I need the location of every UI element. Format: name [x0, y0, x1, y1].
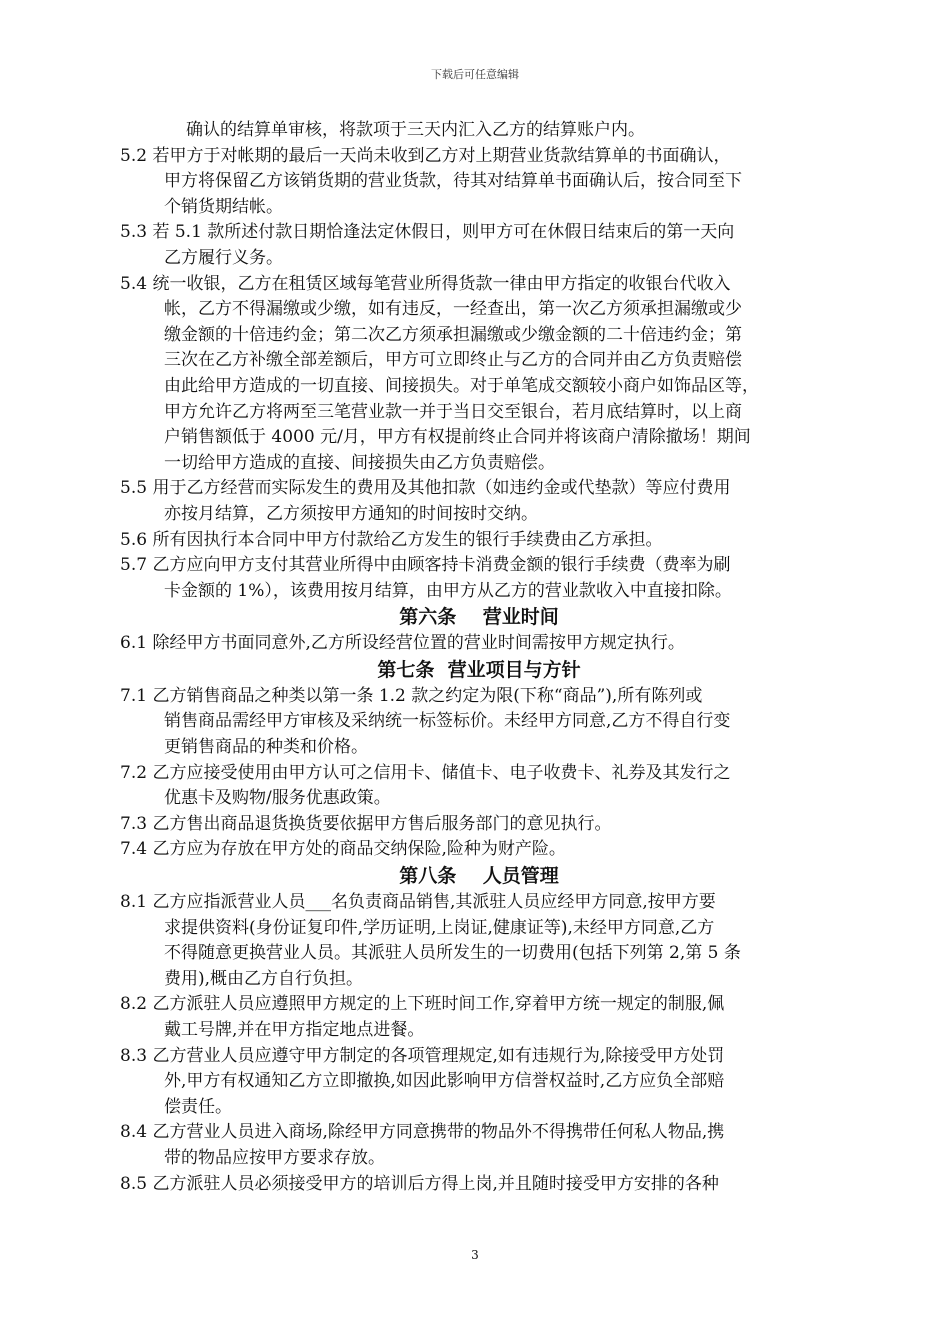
clause-line: 5.7 乙方应向甲方支付其营业所得中由顾客持卡消费金额的银行手续费（费率为刷	[120, 555, 731, 576]
clause-continuation-line: 带的物品应按甲方要求存放。	[164, 1147, 385, 1168]
clause-continuation-line: 亦按月结算，乙方须按甲方通知的时间按时交纳。	[164, 503, 538, 524]
clause-line: 8.5 乙方派驻人员必须接受甲方的培训后方得上岗,并且随时接受甲方安排的各种	[120, 1173, 719, 1194]
clause-line: 8.2 乙方派驻人员应遵照甲方规定的上下班时间工作,穿着甲方统一规定的制服,佩	[120, 994, 725, 1015]
clause-continuation-line: 帐，乙方不得漏缴或少缴，如有违反，一经查出，第一次乙方须承担漏缴或少	[164, 299, 742, 320]
clause-line: 5.3 若 5.1 款所述付款日期恰逢法定休假日，则甲方可在休假日结束后的第一天向	[120, 222, 735, 243]
page-number: 3	[471, 1248, 479, 1262]
clause-continuation-line: 偿责任。	[164, 1096, 232, 1117]
clause-continuation-line: 卡金额的 1%），该费用按月结算，由甲方从乙方的营业款收入中直接扣除。	[164, 580, 732, 601]
clause-continuation-line: 户销售额低于 4000 元/月，甲方有权提前终止合同并将该商户清除撤场！期间	[164, 427, 751, 448]
section-heading: 第八条 人员管理	[399, 865, 559, 888]
clause-continuation-line: 不得随意更换营业人员。其派驻人员所发生的一切费用(包括下列第 2,第 5 条	[164, 943, 741, 964]
clause-line: 7.1 乙方销售商品之种类以第一条 1.2 款之约定为限(下称“商品”),所有陈列或	[120, 685, 703, 706]
clause-line: 5.5 用于乙方经营而实际发生的费用及其他扣款（如违约金或代垫款）等应付费用	[120, 478, 731, 499]
clause-line: 5.4 统一收银，乙方在租赁区域每笔营业所得货款一律由甲方指定的收银台代收入	[120, 273, 731, 294]
clause-continuation-line: 费用),概由乙方自行负担。	[164, 968, 364, 989]
clause-continuation-line: 个销货期结帐。	[164, 196, 283, 217]
clause-continuation-line: 甲方将保留乙方该销货期的营业货款，待其对结算单书面确认后，按合同至下	[164, 171, 742, 192]
clause-line: 5.6 所有因执行本合同中甲方付款给乙方发生的银行手续费由乙方承担。	[120, 529, 663, 550]
clause-line: 7.2 乙方应接受使用由甲方认可之信用卡、储值卡、电子收费卡、礼券及其发行之	[120, 762, 731, 783]
section-heading: 第六条 营业时间	[399, 606, 559, 629]
clause-continuation-line: 确认的结算单审核，将款项于三天内汇入乙方的结算账户内。	[186, 120, 645, 140]
clause-continuation-line: 三次在乙方补缴全部差额后，甲方可立即终止与乙方的合同并由乙方负责赔偿	[164, 350, 742, 371]
page-header: 下载后可任意编辑	[431, 68, 519, 81]
clause-continuation-line: 销售商品需经甲方审核及采纳统一标签标价。未经甲方同意,乙方不得自行变	[164, 711, 731, 732]
clause-line: 8.3 乙方营业人员应遵守甲方制定的各项管理规定,如有违规行为,除接受甲方处罚	[120, 1045, 725, 1066]
clause-continuation-line: 一切给甲方造成的直接、间接损失由乙方负责赔偿。	[164, 452, 555, 473]
clause-line: 5.2 若甲方于对帐期的最后一天尚未收到乙方对上期营业货款结算单的书面确认，	[120, 145, 731, 166]
clause-line: 7.4 乙方应为存放在甲方处的商品交纳保险,险种为财产险。	[120, 839, 566, 860]
clause-continuation-line: 缴金额的十倍违约金；第二次乙方须承担漏缴或少缴金额的二十倍违约金；第	[164, 324, 742, 345]
clause-continuation-line: 更销售商品的种类和价格。	[164, 737, 368, 758]
clause-continuation-line: 由此给甲方造成的一切直接、间接损失。对于单笔成交额较小商户如饰品区等，	[164, 375, 759, 396]
clause-continuation-line: 戴工号牌,并在甲方指定地点进餐。	[164, 1020, 425, 1040]
document-body	[120, 118, 838, 1197]
clause-continuation-line: 甲方允许乙方将两至三笔营业款一并于当日交至银台，若月底结算时，以上商	[164, 401, 742, 422]
clause-line: 8.1 乙方应指派营业人员___名负责商品销售,其派驻人员应经甲方同意,按甲方要	[120, 892, 716, 913]
section-heading: 第七条 营业项目与方针	[377, 658, 581, 681]
clause-line: 7.3 乙方售出商品退货换货要依据甲方售后服务部门的意见执行。	[120, 813, 612, 834]
clause-line: 6.1 除经甲方书面同意外,乙方所设经营位置的营业时间需按甲方规定执行。	[120, 633, 685, 654]
clause-line: 8.4 乙方营业人员进入商场,除经甲方同意携带的物品外不得携带任何私人物品,携	[120, 1122, 725, 1143]
clause-continuation-line: 求提供资料(身份证复印件,学历证明,上岗证,健康证等),未经甲方同意,乙方	[164, 917, 715, 938]
clause-continuation-line: 优惠卡及购物/服务优惠政策。	[164, 788, 391, 809]
clause-continuation-line: 乙方履行义务。	[164, 247, 283, 268]
clause-continuation-line: 外,甲方有权通知乙方立即撤换,如因此影响甲方信誉权益时,乙方应负全部赔	[164, 1071, 725, 1092]
